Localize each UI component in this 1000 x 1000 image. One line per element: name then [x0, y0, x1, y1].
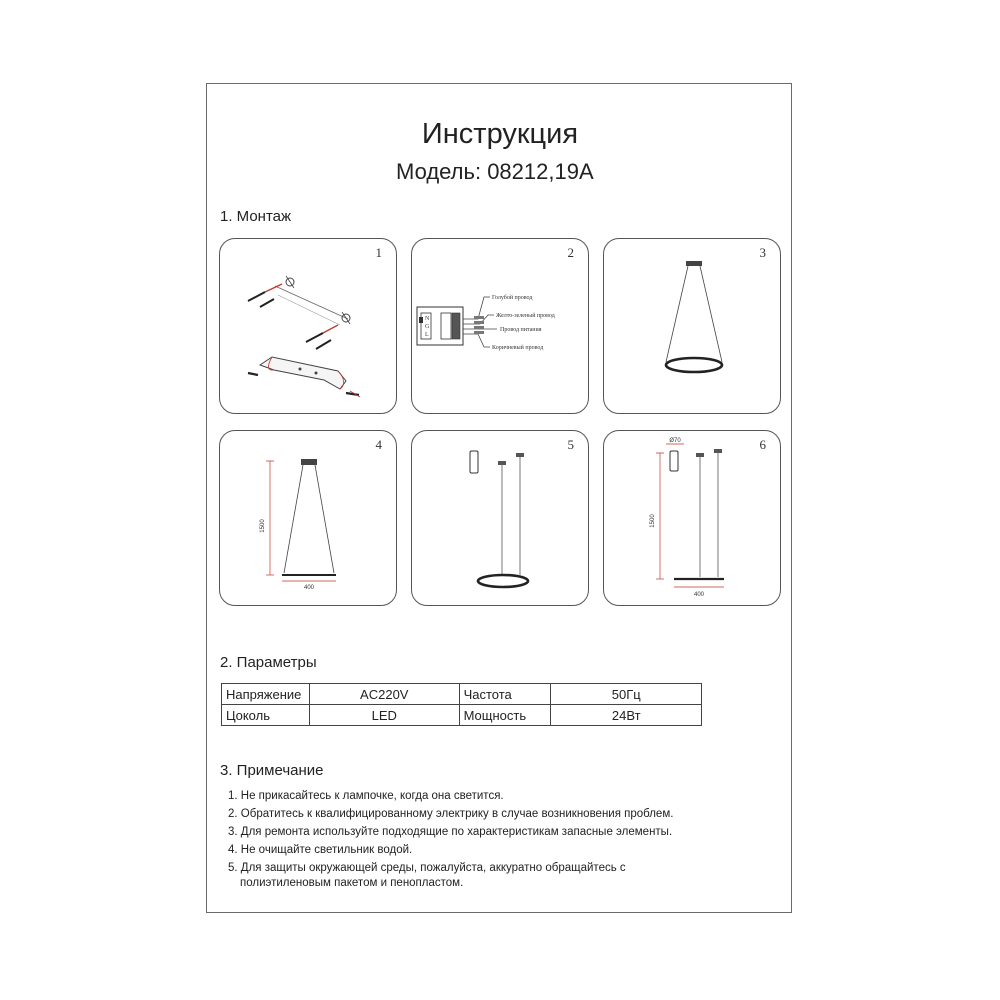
note-text: 3. Для ремонта используйте подходящие по характеристикам запасные элементы. — [228, 826, 673, 838]
height-dimension-label: 1500 — [260, 519, 266, 533]
step-number: 5 — [567, 437, 574, 452]
param-label: Напряжение — [222, 684, 310, 705]
step-number: 1 — [375, 245, 382, 260]
param-value: 50Гц — [551, 684, 702, 705]
table-row — [222, 705, 702, 726]
list-item — [228, 807, 748, 822]
list-item — [228, 861, 748, 891]
param-label: Мощность — [459, 705, 551, 726]
param-value: 24Вт — [551, 705, 702, 726]
straight-hanging-diagram — [412, 431, 589, 606]
width-dimension-label: 400 — [693, 592, 705, 598]
step-number: 2 — [567, 245, 574, 260]
param-value: AC220V — [309, 684, 459, 705]
diameter-dimension-label: Ø70 — [669, 438, 681, 444]
param-label: Цоколь — [222, 705, 310, 726]
note-text: 5. Для защиты окружающей среды, пожалуйста, аккуратно обращайтесь с — [228, 862, 626, 874]
list-item — [228, 789, 748, 804]
wire-label-brown: Коричневый провод — [492, 345, 544, 351]
step-number: 4 — [375, 437, 382, 452]
width-dimension-label: 400 — [303, 585, 315, 591]
note-text: 2. Обратитесь к квалифицированному электрику в случае возникновения проблем. — [228, 808, 674, 820]
hanging-pendant-diagram — [604, 239, 781, 414]
step-number: 3 — [759, 245, 766, 260]
dimensions-diagram-cone — [220, 431, 397, 606]
note-text: 4. Не очищайте светильник водой. — [228, 844, 413, 856]
section-notes-heading: 3. Примечание — [220, 762, 324, 779]
model-number: Модель: 08212,19A — [396, 159, 594, 184]
note-text: 1. Не прикасайтесь к лампочке, когда она светится. — [228, 790, 504, 802]
wire-label-power: Провод питания — [500, 327, 542, 333]
step-panel-4 — [219, 430, 397, 606]
parameters-table — [221, 683, 702, 726]
wiring-diagram — [412, 239, 589, 414]
terminal-letter: N — [425, 316, 430, 322]
step-number: 6 — [759, 437, 766, 452]
page-title: Инструкция — [421, 118, 579, 150]
table-row — [222, 684, 702, 705]
list-item — [228, 825, 748, 840]
section-montage-heading: 1. Монтаж — [220, 208, 292, 225]
notes-list — [228, 789, 748, 894]
terminal-letter: L — [425, 332, 429, 338]
step-panel-6 — [603, 430, 781, 606]
param-value: LED — [309, 705, 459, 726]
section-params-heading: 2. Параметры — [220, 654, 317, 671]
dimensions-diagram-straight — [604, 431, 781, 606]
height-dimension-label: 1500 — [650, 514, 656, 528]
terminal-letter: G — [425, 324, 430, 330]
wire-label-yellow-green: Желто-зеленый провод — [496, 313, 555, 319]
step-panel-1 — [219, 238, 397, 414]
step-panel-3 — [603, 238, 781, 414]
wire-label-blue: Голубой провод — [492, 295, 533, 301]
ceiling-mount-diagram — [220, 239, 397, 414]
note-text-continued: полиэтиленовым пакетом и пенопластом. — [240, 877, 464, 889]
list-item — [228, 843, 748, 858]
step-panel-2 — [411, 238, 589, 414]
param-label: Частота — [459, 684, 551, 705]
step-panel-5 — [411, 430, 589, 606]
